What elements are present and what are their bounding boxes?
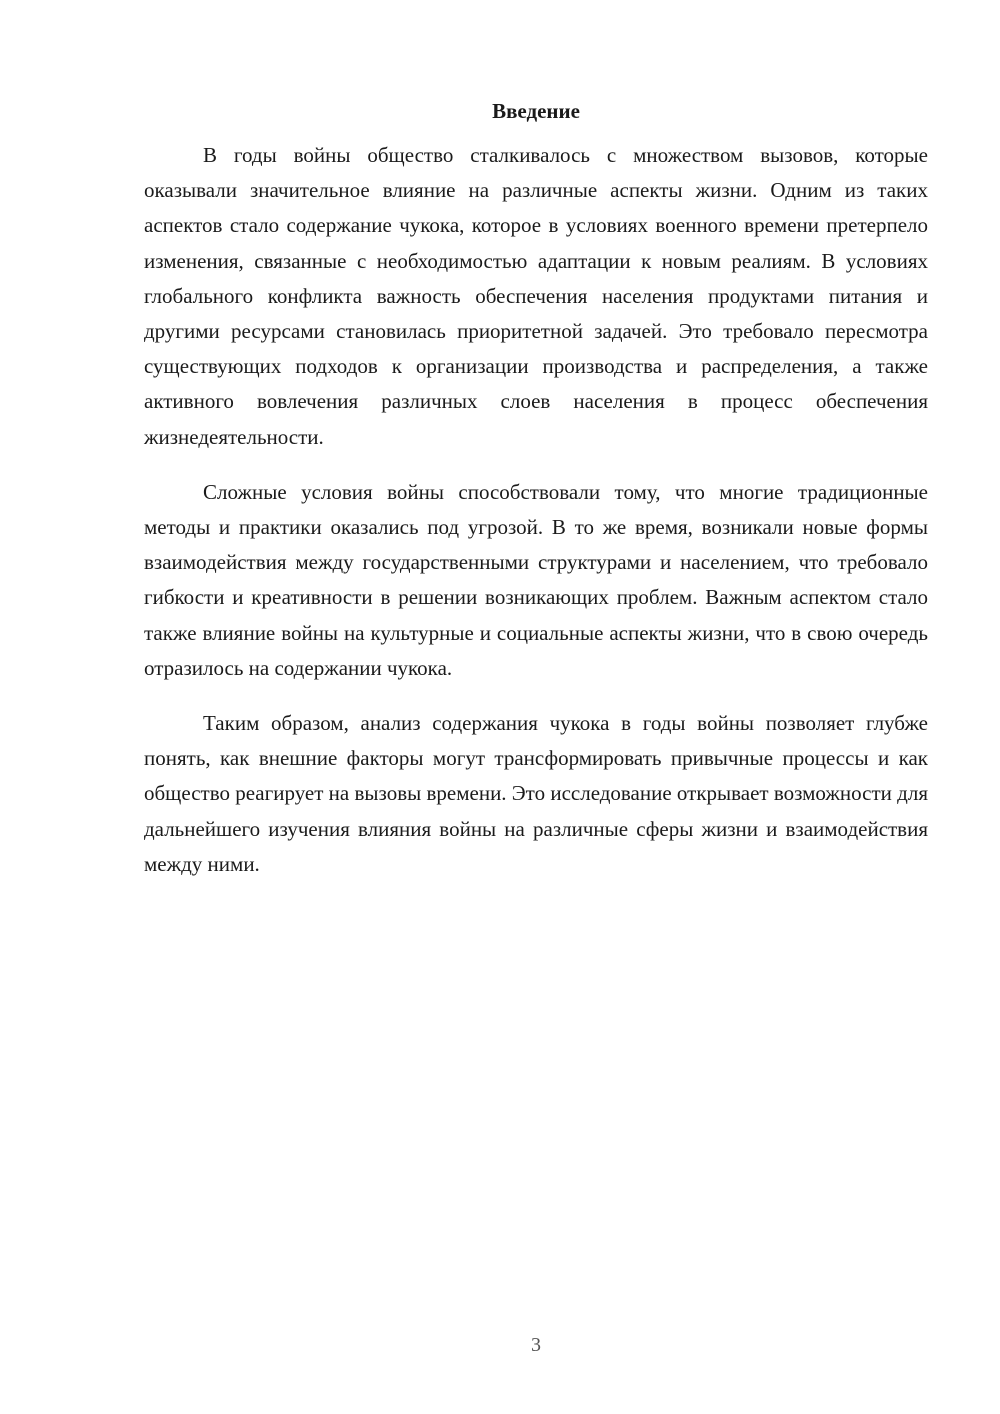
paragraph-1: В годы войны общество сталкивалось с множеством вызовов, которые оказывали значительное влияние на различные аспекты жизни. Одним из таких аспектов стало содержание чукока, которое в условиях военного времени претерпело изменения, связанные с необходимостью адаптации к новым реалиям. В условиях глобального конфликта важность обеспечения населения продуктами питания и другими ресурсами становилась приоритетной задачей. Это требовало пересмотра существующих подходов к организации производства и распределения, а также активного вовлечения различных слоев населения в процесс обеспечения жизнедеятельности. (144, 143, 928, 449)
paragraph-3: Таким образом, анализ содержания чукока в годы войны позволяет глубже понять, как внешние факторы могут трансформировать привычные процессы и как общество реагирует на вызовы времени. Это исследование открывает возможности для дальнейшего изучения влияния войны на различные сферы жизни и взаимодействия между ними. (144, 711, 928, 876)
page-content (144, 96, 928, 902)
page-number: 3 (531, 1334, 541, 1356)
paragraph-2: Сложные условия войны способствовали тому, что многие традиционные методы и практики оказались под угрозой. В то же время, возникали новые формы взаимодействия между государственными структурами и населением, что требовало гибкости и креативности в решении возникающих проблем. Важным аспектом стало также влияние войны на культурные и социальные аспекты жизни, что в свою очередь отразилось на содержании чукока. (144, 479, 928, 680)
section-heading: Введение (492, 99, 580, 123)
